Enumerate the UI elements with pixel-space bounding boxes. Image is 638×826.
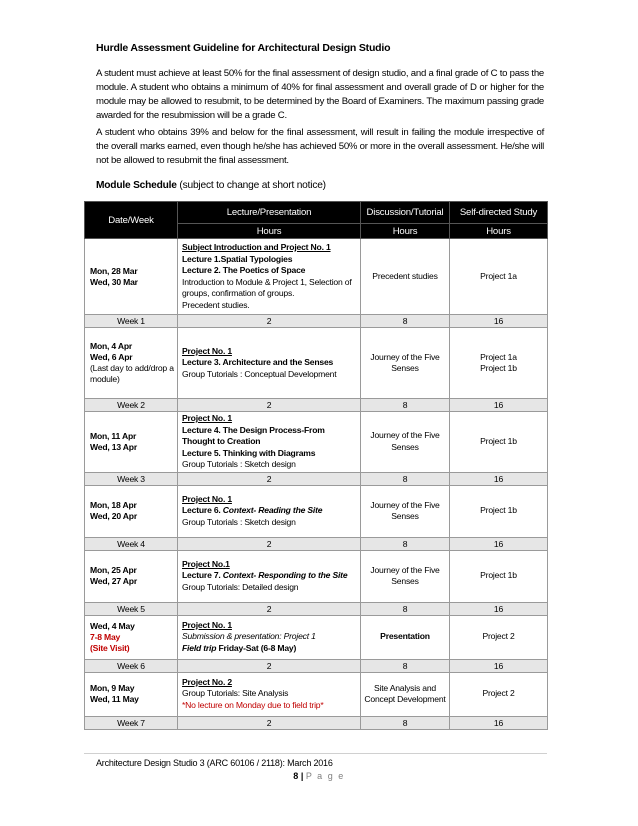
footer-divider	[84, 753, 547, 754]
date-line: Mon, 4 Apr	[90, 341, 133, 351]
self-study-hours: 16	[450, 472, 548, 485]
table-row	[85, 412, 548, 473]
self-study-hours: 16	[450, 659, 548, 672]
lecture-description: Group Tutorials: Detailed design	[182, 581, 299, 592]
schedule-title	[96, 180, 326, 191]
table-row	[85, 615, 548, 659]
date-cell	[85, 615, 178, 659]
project-title: Project No. 1	[182, 345, 232, 356]
lecture-cell	[178, 239, 361, 315]
project-title: Project No. 1	[182, 493, 232, 504]
lecture-hours: 2	[178, 537, 361, 550]
lecture-hours: 2	[178, 315, 361, 328]
page-heading: Hurdle Assessment Guideline for Architectural Design Studio	[96, 42, 391, 54]
self-study-cell: Project 1b	[450, 412, 548, 473]
discussion-cell: Journey of the Five Senses	[361, 550, 450, 602]
lecture-description: Precedent studies.	[182, 299, 250, 310]
week-label: Week 2	[85, 399, 178, 412]
page-separator: |	[298, 771, 306, 781]
date-line: 7-8 May	[90, 631, 121, 642]
self-study-cell: Project 2	[450, 615, 548, 659]
self-study-cell	[450, 328, 548, 399]
lecture-hours: 2	[178, 472, 361, 485]
lecture-title: Lecture 7.	[182, 570, 223, 581]
date-line: Mon, 11 Apr	[90, 430, 137, 441]
self-study-cell: Project 1b	[450, 485, 548, 537]
discussion-cell: Presentation	[361, 615, 450, 659]
lecture-title: Lecture 3. Architecture and the Senses	[182, 357, 334, 368]
self-study-hours: 16	[450, 399, 548, 412]
self-study-hours: 16	[450, 716, 548, 729]
table-row	[85, 239, 548, 315]
date-line: Wed, 27 Apr	[90, 576, 137, 586]
date-line: Wed, 11 May	[90, 694, 139, 704]
header-hours: Hours	[361, 224, 450, 239]
discussion-cell: Site Analysis and Concept Development	[361, 672, 450, 716]
self-study-cell: Project 1a	[450, 239, 548, 315]
date-line: Wed, 20 Apr	[90, 511, 137, 521]
lecture-hours: 2	[178, 602, 361, 615]
project-title: Project No. 1	[182, 619, 232, 630]
discussion-hours: 8	[361, 315, 450, 328]
discussion-cell: Journey of the Five Senses	[361, 328, 450, 399]
lecture-topic: Context- Reading the Site	[222, 505, 323, 516]
lecture-hours: 2	[178, 716, 361, 729]
paragraph-failing-criteria: A student who obtains 39% and below for the final assessment, will result in failing the module irrespective of the overall marks earned, even though he/she has achieved 50% or more in the overall assessment. He/she will not be allowed to resubmit the final assessment.	[96, 127, 544, 166]
lecture-description: Introduction to Module & Project 1, Selection of groups, confirmation of groups.	[182, 276, 352, 298]
date-line: Mon, 25 Apr	[90, 565, 137, 575]
lecture-cell	[178, 550, 361, 602]
header-date-week: Date/Week	[85, 202, 178, 239]
self-study-line: Project 1b	[480, 363, 517, 373]
discussion-cell: Journey of the Five Senses	[361, 485, 450, 537]
lecture-topic: Context- Responding to the Site	[222, 570, 348, 581]
date-cell	[85, 485, 178, 537]
header-hours: Hours	[178, 224, 361, 239]
lecture-title: Lecture 2. The Poetics of Space	[182, 265, 306, 275]
week-row	[85, 472, 548, 485]
discussion-hours: 8	[361, 537, 450, 550]
project-title: Project No. 2	[182, 676, 232, 687]
lecture-description: Group Tutorials : Conceptual Development	[182, 368, 337, 379]
week-row	[85, 537, 548, 550]
date-line: Wed, 13 Apr	[90, 441, 137, 452]
self-study-hours: 16	[450, 537, 548, 550]
week-row	[85, 716, 548, 729]
date-line: Mon, 18 Apr	[90, 500, 137, 510]
lecture-cell	[178, 615, 361, 659]
date-note: (Site Visit)	[90, 642, 130, 653]
project-title: Project No.1	[182, 558, 230, 569]
page-word: P a g e	[305, 771, 345, 781]
table-row	[85, 328, 548, 399]
discussion-cell: Precedent studies	[361, 239, 450, 315]
week-label: Week 3	[85, 472, 178, 485]
table-header-row	[85, 202, 548, 224]
date-line: Wed, 30 Mar	[90, 276, 138, 287]
discussion-hours: 8	[361, 716, 450, 729]
self-study-cell: Project 2	[450, 672, 548, 716]
week-row	[85, 602, 548, 615]
date-cell	[85, 672, 178, 716]
week-label: Week 7	[85, 716, 178, 729]
date-note: (Last day to add/drop a module)	[90, 363, 174, 384]
date-cell	[85, 412, 178, 473]
self-study-hours: 16	[450, 602, 548, 615]
week-label: Week 6	[85, 659, 178, 672]
page-number-value: 8	[293, 771, 299, 781]
week-label: Week 1	[85, 315, 178, 328]
lecture-hours: 2	[178, 399, 361, 412]
date-cell	[85, 550, 178, 602]
lecture-description: Group Tutorials : Sketch design	[182, 516, 296, 527]
lecture-title: Lecture 5. Thinking with Diagrams	[182, 447, 316, 458]
lecture-note: *No lecture on Monday due to field trip*	[182, 699, 324, 710]
lecture-title: Lecture 4. The Design Process-From Thought to Creation	[182, 424, 325, 446]
project-title: Subject Introduction and Project No. 1	[182, 242, 331, 252]
header-discussion: Discussion/Tutorial	[361, 202, 450, 224]
header-hours: Hours	[450, 224, 548, 239]
discussion-hours: 8	[361, 602, 450, 615]
lecture-cell	[178, 328, 361, 399]
discussion-hours: 8	[361, 659, 450, 672]
header-lecture: Lecture/Presentation	[178, 202, 361, 224]
lecture-title: Lecture 6.	[182, 505, 223, 516]
date-line: Mon, 9 May	[90, 683, 135, 693]
self-study-line: Project 1a	[480, 351, 517, 362]
table-row	[85, 672, 548, 716]
schedule-title-bold: Module Schedule	[96, 180, 177, 191]
week-row	[85, 315, 548, 328]
discussion-hours: 8	[361, 399, 450, 412]
field-trip-label: Field trip	[182, 642, 217, 653]
week-row	[85, 659, 548, 672]
week-row	[85, 399, 548, 412]
date-line: Wed, 4 May	[90, 620, 135, 631]
lecture-title: Lecture 1.Spatial Typologies	[182, 253, 293, 264]
self-study-cell: Project 1b	[450, 550, 548, 602]
field-trip-dates: Friday-Sat (6-8 May)	[216, 642, 297, 653]
header-self-study: Self-directed Study	[450, 202, 548, 224]
project-title: Project No. 1	[182, 413, 232, 423]
footer-text: Architecture Design Studio 3 (ARC 60106 / 2118): March 2016	[96, 758, 333, 768]
self-study-hours: 16	[450, 315, 548, 328]
date-line: Mon, 28 Mar	[90, 265, 138, 276]
lecture-cell	[178, 412, 361, 473]
lecture-hours: 2	[178, 659, 361, 672]
lecture-description: Group Tutorials: Site Analysis	[182, 688, 289, 699]
table-row	[85, 485, 548, 537]
page-number	[0, 771, 638, 781]
module-schedule-table	[84, 201, 548, 730]
discussion-hours: 8	[361, 472, 450, 485]
schedule-note: (subject to change at short notice)	[176, 180, 326, 191]
lecture-cell	[178, 672, 361, 716]
lecture-cell	[178, 485, 361, 537]
week-label: Week 5	[85, 602, 178, 615]
lecture-description: Group Tutorials : Sketch design	[182, 459, 296, 469]
discussion-cell: Journey of the Five Senses	[361, 412, 450, 473]
date-cell	[85, 328, 178, 399]
week-label: Week 4	[85, 537, 178, 550]
paragraph-passing-criteria: A student must achieve at least 50% for the final assessment of design studio, and a final grade of C to pass the module. A student who obtains a minimum of 40% for final assessment and overall grade of D or higher for the module may be allowed to resubmit, to be determined by the Board of Examiners. The maximum passing grade awarded for the resubmission will be a grade C.	[96, 68, 544, 121]
lecture-description: Submission & presentation: Project 1	[182, 631, 316, 642]
date-line: Wed, 6 Apr	[90, 352, 133, 362]
table-row	[85, 550, 548, 602]
date-cell	[85, 239, 178, 315]
